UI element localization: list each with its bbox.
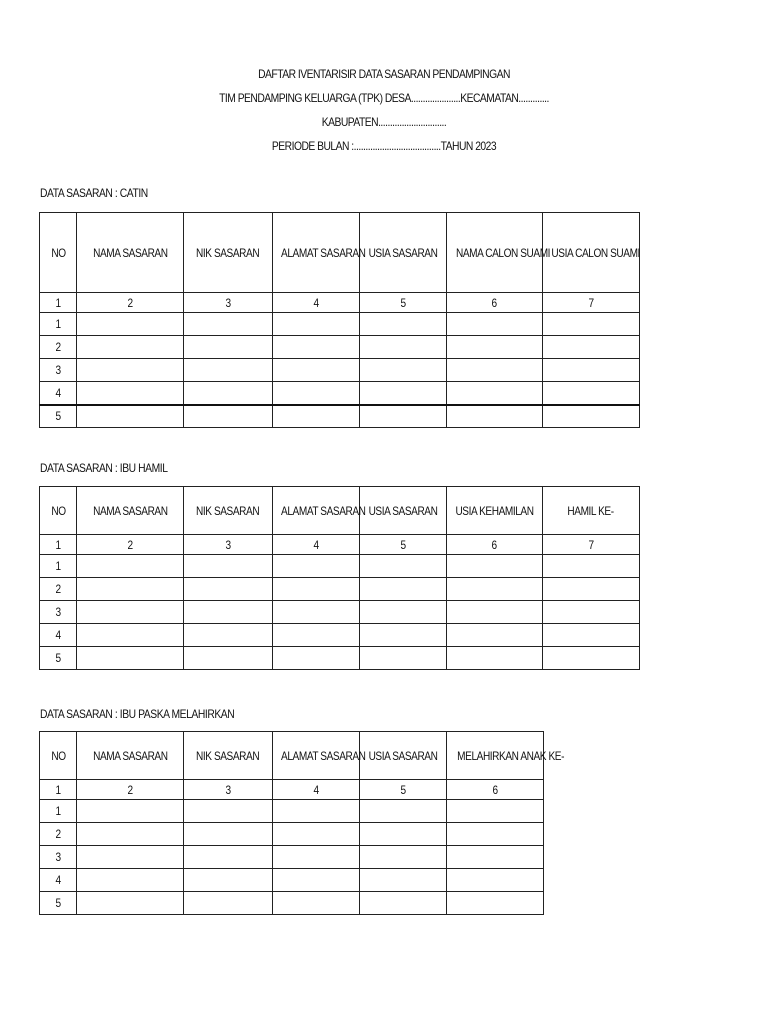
row-number: 3 xyxy=(40,601,77,624)
empty-cell[interactable] xyxy=(273,892,360,915)
empty-cell[interactable] xyxy=(184,405,273,428)
column-header: NAMA SASARAN xyxy=(77,732,184,780)
column-header: NO xyxy=(40,487,77,535)
empty-cell[interactable] xyxy=(360,869,447,892)
column-header: USIA KEHAMILAN xyxy=(447,487,543,535)
table-ibu-paska-melahirkan xyxy=(39,731,565,915)
empty-cell[interactable] xyxy=(360,800,447,823)
empty-cell[interactable] xyxy=(77,846,184,869)
empty-cell[interactable] xyxy=(447,823,544,846)
empty-cell[interactable] xyxy=(184,555,273,578)
column-number: 5 xyxy=(360,535,447,555)
table-row xyxy=(40,892,544,915)
section-title-ibu-paska-melahirkan: DATA SASARAN : IBU PASKA MELAHIRKAN xyxy=(40,707,235,721)
column-number: 1 xyxy=(40,535,77,555)
column-number: 6 xyxy=(447,780,544,800)
empty-cell[interactable] xyxy=(543,624,640,647)
empty-cell[interactable] xyxy=(184,624,273,647)
empty-cell[interactable] xyxy=(77,601,184,624)
empty-cell[interactable] xyxy=(273,846,360,869)
empty-cell[interactable] xyxy=(77,800,184,823)
table-header-row xyxy=(40,732,544,780)
row-number: 5 xyxy=(40,647,77,670)
empty-cell[interactable] xyxy=(184,313,273,336)
column-number: 1 xyxy=(40,780,77,800)
column-header: NIK SASARAN xyxy=(184,487,273,535)
section-title-ibu-hamil: DATA SASARAN : IBU HAMIL xyxy=(40,461,168,475)
table-ibu-hamil xyxy=(39,486,640,670)
empty-cell[interactable] xyxy=(77,869,184,892)
empty-cell[interactable] xyxy=(543,647,640,670)
row-number: 3 xyxy=(40,359,77,382)
empty-cell[interactable] xyxy=(447,405,543,428)
table-header-row xyxy=(40,213,640,293)
table-catin xyxy=(39,212,640,428)
empty-cell[interactable] xyxy=(77,647,184,670)
column-number: 5 xyxy=(360,293,447,313)
column-number-row xyxy=(40,293,640,313)
empty-cell[interactable] xyxy=(273,647,360,670)
empty-cell[interactable] xyxy=(77,405,184,428)
table-row xyxy=(40,846,544,869)
empty-cell[interactable] xyxy=(447,578,543,601)
empty-cell[interactable] xyxy=(360,892,447,915)
empty-cell[interactable] xyxy=(273,800,360,823)
row-number: 4 xyxy=(40,624,77,647)
empty-cell[interactable] xyxy=(184,823,273,846)
column-number: 7 xyxy=(543,535,640,555)
empty-cell[interactable] xyxy=(360,823,447,846)
column-number: 2 xyxy=(77,780,184,800)
row-number: 5 xyxy=(40,892,77,915)
empty-cell[interactable] xyxy=(447,647,543,670)
empty-cell[interactable] xyxy=(77,624,184,647)
empty-cell[interactable] xyxy=(184,578,273,601)
empty-cell[interactable] xyxy=(77,382,184,405)
empty-cell[interactable] xyxy=(273,555,360,578)
column-header: NO xyxy=(40,213,77,293)
empty-cell[interactable] xyxy=(184,892,273,915)
column-number-row xyxy=(40,780,544,800)
column-number-row xyxy=(40,535,640,555)
empty-cell[interactable] xyxy=(184,647,273,670)
empty-cell[interactable] xyxy=(360,382,447,405)
row-number: 3 xyxy=(40,846,77,869)
empty-cell[interactable] xyxy=(447,624,543,647)
row-number: 1 xyxy=(40,313,77,336)
empty-cell[interactable] xyxy=(360,647,447,670)
empty-cell[interactable] xyxy=(360,359,447,382)
column-header: NIK SASARAN xyxy=(184,213,273,293)
empty-cell[interactable] xyxy=(360,555,447,578)
empty-cell[interactable] xyxy=(543,359,640,382)
header-period-line: PERIODE BULAN :.....................................TAHUN 2023 xyxy=(271,139,497,153)
empty-cell[interactable] xyxy=(543,313,640,336)
empty-cell[interactable] xyxy=(273,313,360,336)
column-header: NAMA CALON SUAMI xyxy=(447,213,543,293)
column-header: ALAMAT SASARAN xyxy=(273,487,360,535)
row-number: 1 xyxy=(40,800,77,823)
empty-cell[interactable] xyxy=(360,578,447,601)
column-header: ALAMAT SASARAN xyxy=(273,732,360,780)
column-header: MELAHIRKAN ANAK KE- xyxy=(447,732,544,780)
empty-cell[interactable] xyxy=(447,800,544,823)
empty-cell[interactable] xyxy=(184,846,273,869)
row-number: 1 xyxy=(40,555,77,578)
empty-cell[interactable] xyxy=(273,359,360,382)
row-number: 4 xyxy=(40,382,77,405)
empty-cell[interactable] xyxy=(77,336,184,359)
header-title: DAFTAR IVENTARISIR DATA SASARAN PENDAMPINGAN xyxy=(258,67,510,81)
header-team-line: TIM PENDAMPING KELUARGA (TPK) DESA.....................KECAMATAN............. xyxy=(219,91,549,105)
empty-cell[interactable] xyxy=(184,359,273,382)
column-header: ALAMAT SASARAN xyxy=(273,213,360,293)
table-row xyxy=(40,624,640,647)
table-row xyxy=(40,601,640,624)
table-row xyxy=(40,336,640,359)
column-header: USIA SASARAN xyxy=(360,732,447,780)
empty-cell[interactable] xyxy=(77,313,184,336)
empty-cell[interactable] xyxy=(273,405,360,428)
table-row xyxy=(40,555,640,578)
column-number: 4 xyxy=(273,780,360,800)
table-header-row xyxy=(40,487,640,535)
empty-cell[interactable] xyxy=(273,823,360,846)
empty-cell[interactable] xyxy=(77,359,184,382)
empty-cell[interactable] xyxy=(447,555,543,578)
empty-cell[interactable] xyxy=(543,601,640,624)
table-row xyxy=(40,578,640,601)
table-row xyxy=(40,313,640,336)
empty-cell[interactable] xyxy=(543,382,640,405)
table-row xyxy=(40,869,544,892)
column-number: 2 xyxy=(77,293,184,313)
empty-cell[interactable] xyxy=(543,578,640,601)
empty-cell[interactable] xyxy=(184,336,273,359)
table-row xyxy=(40,359,640,382)
empty-cell[interactable] xyxy=(360,336,447,359)
empty-cell[interactable] xyxy=(447,382,543,405)
empty-cell[interactable] xyxy=(273,601,360,624)
empty-cell[interactable] xyxy=(273,382,360,405)
empty-cell[interactable] xyxy=(360,846,447,869)
empty-cell[interactable] xyxy=(447,601,543,624)
empty-cell[interactable] xyxy=(77,823,184,846)
empty-cell[interactable] xyxy=(447,846,544,869)
empty-cell[interactable] xyxy=(184,869,273,892)
empty-cell[interactable] xyxy=(360,624,447,647)
empty-cell[interactable] xyxy=(77,892,184,915)
empty-cell[interactable] xyxy=(447,869,544,892)
empty-cell[interactable] xyxy=(273,624,360,647)
row-number: 2 xyxy=(40,336,77,359)
column-number: 3 xyxy=(184,535,273,555)
column-header: USIA SASARAN xyxy=(360,487,447,535)
empty-cell[interactable] xyxy=(447,336,543,359)
table-row xyxy=(40,800,544,823)
empty-cell[interactable] xyxy=(360,601,447,624)
empty-cell[interactable] xyxy=(184,800,273,823)
empty-cell[interactable] xyxy=(184,382,273,405)
column-header: HAMIL KE- xyxy=(543,487,640,535)
empty-cell[interactable] xyxy=(447,892,544,915)
column-header: NAMA SASARAN xyxy=(77,487,184,535)
empty-cell[interactable] xyxy=(273,336,360,359)
column-number: 5 xyxy=(360,780,447,800)
column-number: 6 xyxy=(447,535,543,555)
empty-cell[interactable] xyxy=(543,555,640,578)
empty-cell[interactable] xyxy=(360,405,447,428)
empty-cell[interactable] xyxy=(447,313,543,336)
column-number: 1 xyxy=(40,293,77,313)
row-number: 5 xyxy=(40,405,77,428)
column-header: NAMA SASARAN xyxy=(77,213,184,293)
column-number: 6 xyxy=(447,293,543,313)
empty-cell[interactable] xyxy=(447,359,543,382)
empty-cell[interactable] xyxy=(273,578,360,601)
row-number: 4 xyxy=(40,869,77,892)
table-row xyxy=(40,405,640,428)
empty-cell[interactable] xyxy=(543,405,640,428)
column-header: USIA CALON SUAMI xyxy=(543,213,640,293)
empty-cell[interactable] xyxy=(360,313,447,336)
column-number: 7 xyxy=(543,293,640,313)
column-number: 4 xyxy=(273,535,360,555)
empty-cell[interactable] xyxy=(77,578,184,601)
column-number: 3 xyxy=(184,780,273,800)
empty-cell[interactable] xyxy=(273,869,360,892)
empty-cell[interactable] xyxy=(184,601,273,624)
empty-cell[interactable] xyxy=(543,336,640,359)
document-header xyxy=(0,62,768,158)
row-number: 2 xyxy=(40,578,77,601)
column-header: USIA SASARAN xyxy=(360,213,447,293)
header-kabupaten-line: KABUPATEN............................. xyxy=(321,115,447,129)
table-row xyxy=(40,647,640,670)
column-number: 4 xyxy=(273,293,360,313)
column-header: NO xyxy=(40,732,77,780)
empty-cell[interactable] xyxy=(77,555,184,578)
row-number: 2 xyxy=(40,823,77,846)
column-number: 2 xyxy=(77,535,184,555)
section-title-catin: DATA SASARAN : CATIN xyxy=(40,186,148,200)
column-number: 3 xyxy=(184,293,273,313)
table-row xyxy=(40,382,640,405)
table-row xyxy=(40,823,544,846)
column-header: NIK SASARAN xyxy=(184,732,273,780)
